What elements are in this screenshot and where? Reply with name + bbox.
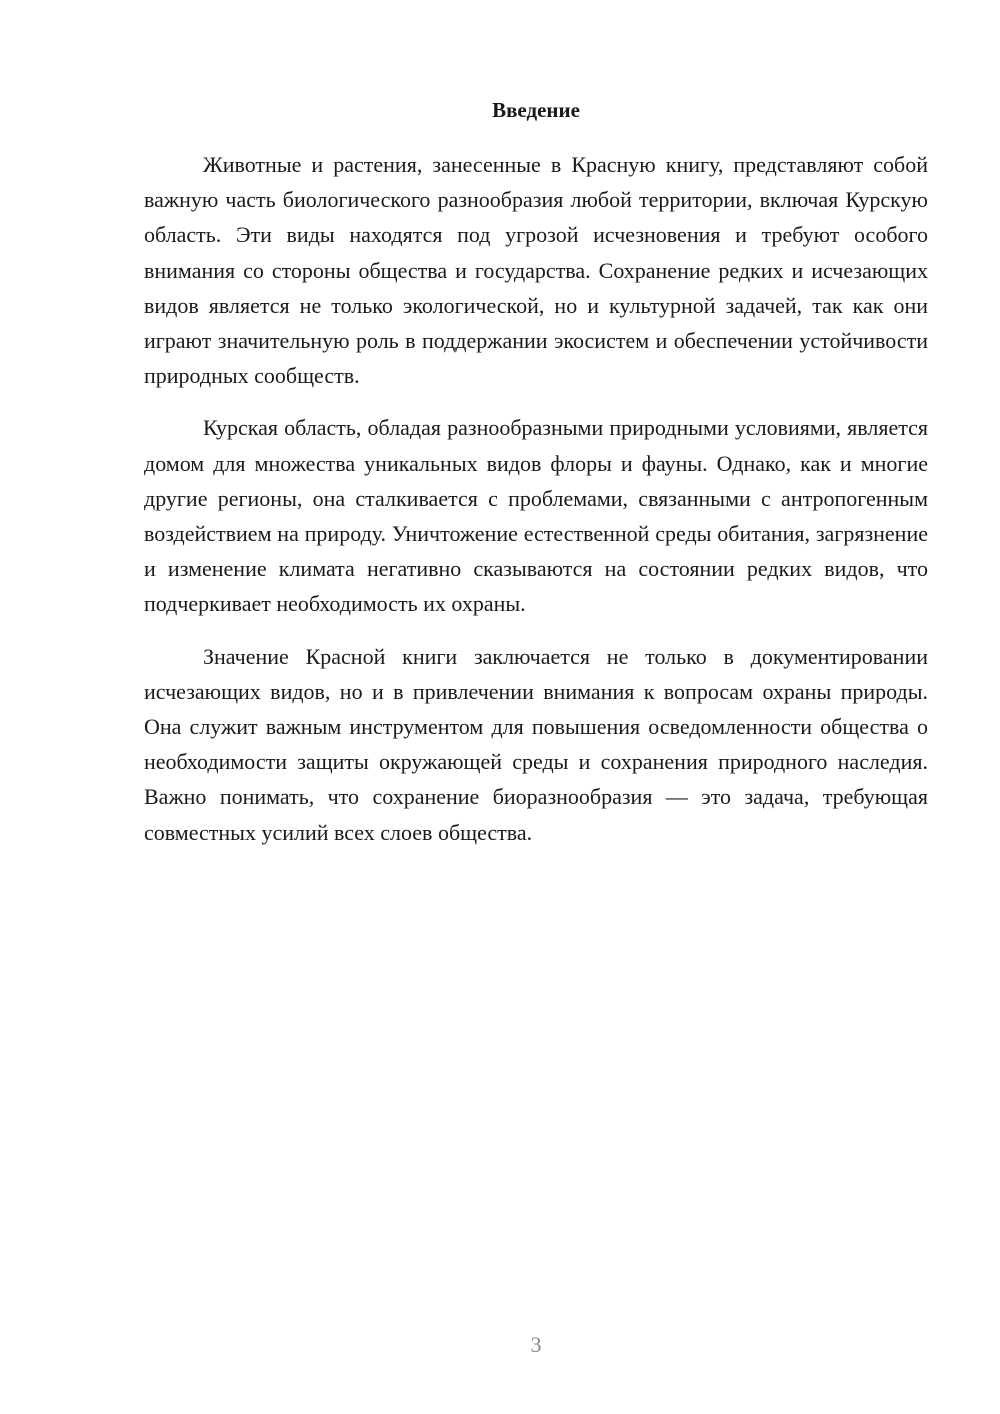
paragraph-1: Животные и растения, занесенные в Красную книгу, представляют собой важную часть биологического разнообразия любой территории, включая Курскую область. Эти виды находятся под угрозой исчезновения и требуют особого внимания со стороны общества и государства. Сохранение редких и исчезающих видов является не только экологической, но и культурной задачей, так как они играют значительную роль в поддержании экосистем и обеспечении устойчивости природных сообществ. — [144, 152, 928, 389]
section-heading: Введение — [492, 98, 580, 122]
paragraph-3: Значение Красной книги заключается не только в документировании исчезающих видов, но и в привлечении внимания к вопросам охраны природы. Она служит важным инструментом для повышения осведомленности общества о необходимости защиты окружающей среды и сохранения природного наследия. Важно понимать, что сохранение биоразнообразия — это задача, требующая совместных усилий всех слоев общества. — [144, 643, 928, 845]
page-number: 3 — [530, 1332, 542, 1357]
paragraph-2: Курская область, обладая разнообразными природными условиями, является домом для множества уникальных видов флоры и фауны. Однако, как и многие другие регионы, она сталкивается с проблемами, связанными с антропогенным воздействием на природу. Уничтожение естественной среды обитания, загрязнение и изменение климата негативно сказываются на состоянии редких видов, что подчеркивает необходимость их охраны. — [144, 415, 928, 617]
page-content — [144, 92, 928, 867]
